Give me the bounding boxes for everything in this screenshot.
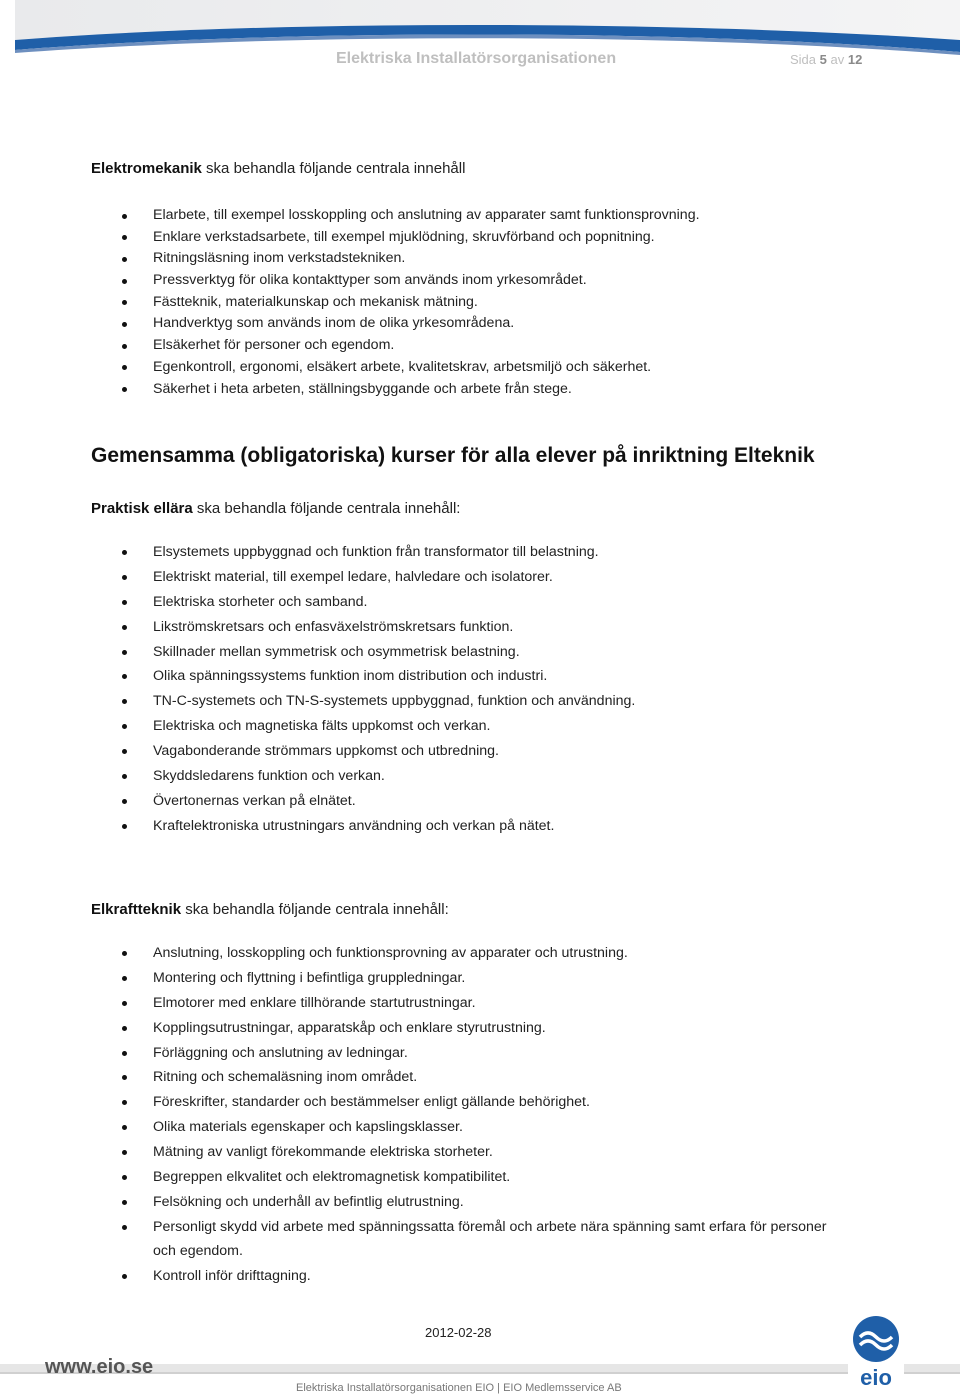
list-item [0,1215,833,1264]
list-item-text: Föreskrifter, standarder och bestämmelser enligt gällande behörighet. [153,1094,590,1111]
bullet-icon [122,1150,127,1155]
bullet-icon [122,650,127,655]
list-item [0,789,860,814]
list-item-text: Ritningsläsning inom verkstadstekniken. [153,250,406,267]
bullet-icon [122,279,127,284]
list-item [0,1065,860,1090]
elkraft-intro-text: ska behandla följande centrala innehåll: [181,901,449,918]
bullet-icon [122,1026,127,1031]
logo-text: eio [860,1365,892,1389]
list-item [0,248,860,270]
bullet-icon [122,1274,127,1279]
page-number [790,52,862,67]
list-item [0,941,860,966]
bullet-icon [122,674,127,679]
list-item-text: Elsäkerhet för personer och egendom. [153,337,395,354]
list-item [0,814,860,839]
list-item [0,1090,860,1115]
list-item-text: Säkerhet i heta arbeten, ställningsbyggande och arbete från stege. [153,380,572,397]
list-item [0,335,860,357]
list-item-text: Pressverktyg för olika kontakttyper som används inom yrkesområdet. [153,272,587,289]
list-item [0,689,860,714]
list-item [0,764,860,789]
elkraft-list [0,941,860,1289]
praktisk-intro-text: ska behandla följande centrala innehåll: [192,500,461,517]
praktisk-list [0,540,860,839]
list-item-text: Personligt skydd vid arbete med spänningssatta föremål och arbete nära spänning samt erfara för personer och egendom. [153,1218,827,1260]
list-item [0,357,860,379]
list-item-text: Elektriska storheter och samband. [153,593,368,610]
list-item-text: Kraftelektroniska utrustningars användning och verkan på nätet. [153,817,555,834]
list-item-text: Ritning och schemaläsning inom området. [153,1069,418,1086]
list-item-text: Likströmskretsars och enfasväxelströmskretsars funktion. [153,618,514,635]
bullet-icon [122,724,127,729]
list-item [0,292,860,314]
list-item-text: Skyddsledarens funktion och verkan. [153,768,385,785]
bullet-icon [122,387,127,392]
footer-company-line: Elektriska Installatörsorganisationen EIO | EIO Medlemsservice AB [296,1382,622,1394]
list-item-text: TN-C-systemets och TN-S-systemets uppbyggnad, funktion och användning. [153,693,636,710]
page-current: 5 [819,52,827,67]
page-total: 12 [847,52,863,67]
list-item-text: Kopplingsutrustningar, apparatskåp och enklare styrutrustning. [153,1019,546,1036]
bullet-icon [122,774,127,779]
footer-date: 2012-02-28 [425,1325,492,1340]
list-item [0,590,860,615]
page-prefix: Sida [790,52,817,67]
bullet-icon [122,344,127,349]
list-item-text: Skillnader mellan symmetrisk och osymmetrisk belastning. [153,643,520,660]
praktisk-intro [91,500,460,517]
bullet-icon [122,322,127,327]
bullet-icon [122,1125,127,1130]
list-item [0,205,860,227]
list-item-text: Felsökning och underhåll av befintlig elutrustning. [153,1193,464,1210]
list-item-text: Egenkontroll, ergonomi, elsäkert arbete, kvalitetskrav, arbetsmiljö och säkerhet. [153,358,652,375]
elektromekanik-list [0,205,860,400]
list-item [0,991,860,1016]
elkraft-intro [91,901,449,918]
list-item-text: Elektriska och magnetiska fälts uppkomst och verkan. [153,718,491,735]
bullet-icon [122,1225,127,1230]
list-item-text: Montering och flyttning i befintliga gruppledningar. [153,969,466,986]
bullet-icon [122,365,127,370]
list-item [0,1016,860,1041]
list-item [0,313,860,335]
praktisk-title: Praktisk ellära [91,500,193,517]
bullet-icon [122,214,127,219]
list-item-text: Enklare verkstadsarbete, till exempel mjuklödning, skruvförband och popnitning. [153,228,655,245]
bullet-icon [122,550,127,555]
list-item-text: Elektriskt material, till exempel ledare, halvledare och isolatorer. [153,568,553,585]
bullet-icon [122,300,127,305]
bullet-icon [122,257,127,262]
list-item [0,565,860,590]
list-item-text: Mätning av vanligt förekommande elektriska storheter. [153,1144,493,1161]
list-item [0,540,860,565]
list-item-text: Handverktyg som används inom de olika yrkesområdena. [153,315,515,332]
list-item [0,270,860,292]
bullet-icon [122,235,127,240]
list-item [0,664,860,689]
bullet-icon [122,951,127,956]
list-item-text: Begreppen elkvalitet och elektromagnetisk kompatibilitet. [153,1169,511,1186]
list-item [0,714,860,739]
list-item [0,1041,860,1066]
bullet-icon [122,1075,127,1080]
bullet-icon [122,1051,127,1056]
bullet-icon [122,1100,127,1105]
bullet-icon [122,625,127,630]
elektromekanik-title: Elektromekanik [91,160,202,177]
list-item-text: Kontroll inför drifttagning. [153,1267,311,1284]
bullet-icon [122,824,127,829]
list-item-text: Olika materials egenskaper och kapslingsklasser. [153,1119,463,1136]
bullet-icon [122,1175,127,1180]
list-item [0,1140,860,1165]
list-item [0,379,860,401]
list-item-text: Anslutning, losskoppling och funktionsprovning av apparater och utrustning. [153,945,628,961]
elektromekanik-intro [91,160,465,177]
bullet-icon [122,575,127,580]
bullet-icon [122,799,127,804]
list-item [0,640,860,665]
bullet-icon [122,976,127,981]
bullet-icon [122,600,127,605]
section-heading: Gemensamma (obligatoriska) kurser för alla elever på inriktning Elteknik [91,444,815,467]
list-item-text: Elsystemets uppbyggnad och funktion från transformator till belastning. [153,544,599,560]
elektromekanik-intro-text: ska behandla följande centrala innehåll [201,160,466,177]
list-item [0,615,860,640]
list-item [0,1264,860,1289]
list-item-text: Vagabonderande strömmars uppkomst och utbredning. [153,743,499,760]
bullet-icon [122,1200,127,1205]
page-separator: av [830,52,845,67]
list-item [0,739,860,764]
bullet-icon [122,699,127,704]
list-item [0,1190,860,1215]
elkraft-title: Elkraftteknik [91,901,182,918]
header-organization: Elektriska Installatörsorganisationen [336,50,617,67]
list-item-text: Olika spänningssystems funktion inom distribution och industri. [153,668,548,685]
list-item [0,227,860,249]
list-item-text: Elmotorer med enklare tillhörande startutrustningar. [153,994,476,1011]
list-item [0,1115,860,1140]
eio-logo [848,1315,904,1389]
bullet-icon [122,1001,127,1006]
bullet-icon [122,749,127,754]
footer-url[interactable]: www.eio.se [45,1356,154,1378]
list-item-text: Övertonernas verkan på elnätet. [153,792,356,809]
list-item-text: Fästteknik, materialkunskap och mekanisk mätning. [153,293,478,310]
list-item-text: Elarbete, till exempel losskoppling och anslutning av apparater samt funktionsprovning. [153,207,700,223]
list-item [0,966,860,991]
list-item [0,1165,860,1190]
list-item-text: Förläggning och anslutning av ledningar. [153,1044,408,1061]
